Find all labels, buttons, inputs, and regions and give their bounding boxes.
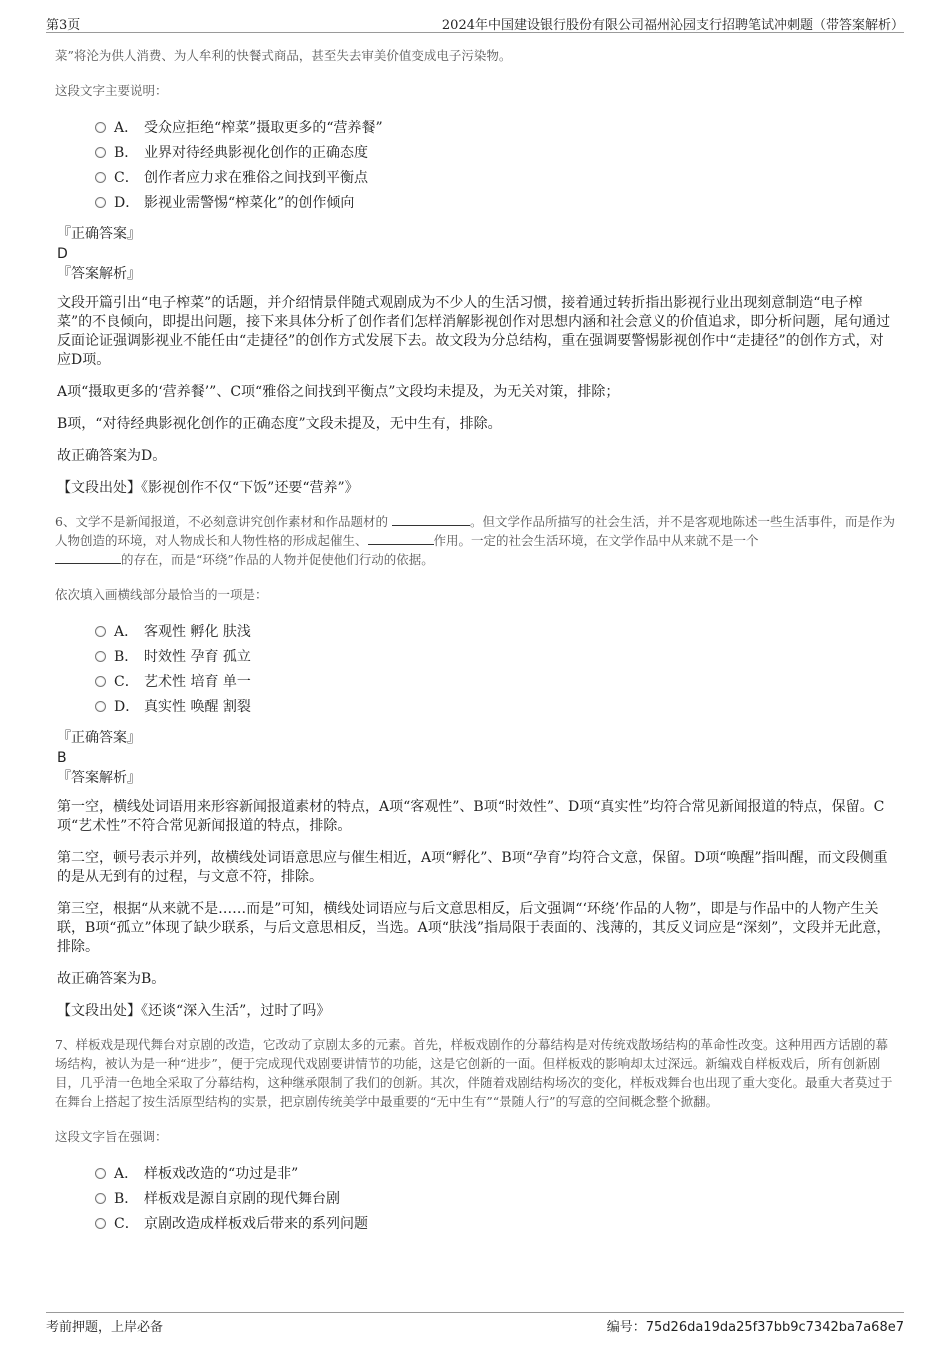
q5-analysis-para: 故正确答案为D。	[57, 448, 167, 464]
radio-icon[interactable]	[95, 1193, 106, 1204]
q5-analysis-para: B项，“对待经典影视化创作的正确态度”文段未提及，无中生有，排除。	[57, 416, 502, 432]
q7-prompt: 这段文字旨在强调：	[55, 1129, 168, 1144]
question-5	[55, 46, 895, 498]
radio-icon[interactable]	[95, 676, 106, 687]
q6-option-c[interactable]: C． 艺术性 培育 单一	[95, 670, 895, 695]
q6-blank-1	[392, 513, 470, 526]
radio-icon[interactable]	[95, 147, 106, 158]
document-title: 2024年中国建设银行股份有限公司福州沁园支行招聘笔试冲刺题（带答案解析）	[441, 18, 904, 33]
q5-stem-tail: 菜”将沦为供人消费、为人牟利的快餐式商品，甚至失去审美价值变成电子污染物。	[55, 48, 512, 63]
q6-option-a[interactable]: A． 客观性 孵化 肤浅	[95, 620, 895, 645]
q6-answer: B	[57, 750, 67, 766]
q5-option-b[interactable]: B． 业界对待经典影视化创作的正确态度	[95, 141, 895, 166]
q6-analysis-para: 故正确答案为B。	[57, 971, 166, 987]
radio-icon[interactable]	[95, 626, 106, 637]
radio-icon[interactable]	[95, 1168, 106, 1179]
q6-stem: 6、文学不是新闻报道，不必刻意讲究创作素材和作品题材的 。但文学作品所描写的社会生活，并不是客观地陈述一些生活事件，而是作为人物创造的环境，对人物成长和人物性格的形成起催生、 作用。一定的社会生活环境，在文学作品中从来就不是一个 的存在，而是“环绕”作品的人物并促使他们行动的依据。	[55, 514, 895, 567]
q5-option-c[interactable]: C． 创作者应力求在雅俗之间找到平衡点	[95, 166, 895, 191]
q6-analysis-para: 第一空，横线处词语用来形容新闻报道素材的特点，A项“客观性”、B项“时效性”、D项“真实性”均符合常见新闻报道的特点，保留。C项“艺术性”不符合常见新闻报道的特点，排除。	[57, 799, 885, 834]
q5-analysis	[57, 294, 895, 498]
q7-stem: 7、样板戏是现代舞台对京剧的改造，它改动了京剧太多的元素。首先，样板戏剧作的分幕结构是对传统戏散场结构的革命性改变。这种用西方话剧的幕场结构，被认为是一种“进步”，便于完成现代戏剧要讲情节的功能，这是它创新的一面。但样板戏的影响却太过深远。新编戏自样板戏后，所有创新剧目，几乎清一色地全采取了分幕结构，这种继承限制了我们的创新。其次，伴随着戏剧结构场次的变化，样板戏舞台也出现了重大变化。最重大者莫过于在舞台上搭起了按生活原型结构的实景，把京剧传统美学中最重要的“无中生有”“景随人行”的写意的空间概念整个掀翻。	[55, 1037, 893, 1109]
q6-option-d[interactable]: D． 真实性 唤醒 割裂	[95, 695, 895, 720]
q7-option-c[interactable]: C． 京剧改造成样板戏后带来的系列问题	[95, 1212, 895, 1237]
q6-analysis-para: 第三空，根据“从来就不是……而是”可知，横线处词语应与后文意思相反，后文强调“‘环绕’作品的人物”，即是与作品中的人物产生关联，B项“孤立”体现了缺少联系，与后文意思相反，当选。A项“肤浅”指局限于表面的、浅薄的，其反义词应是“深刻”，文段并无此意，排除。	[57, 901, 891, 955]
radio-icon[interactable]	[95, 1218, 106, 1229]
page-number: 第3页	[46, 18, 81, 33]
q6-option-b[interactable]: B． 时效性 孕育 孤立	[95, 645, 895, 670]
q5-analysis-para: 文段开篇引出“电子榨菜”的话题，并介绍情景伴随式观剧成为不少人的生活习惯，接着通过转折指出影视行业出现刻意制造“电子榨菜”的不良倾向，即提出问题，接下来具体分析了创作者们怎样消解影视创作对思想内涵和社会意义的价值追求，即分析问题，尾句通过反面论证强调影视业不能任由“走捷径”的创作方式发展下去。故文段为分总结构，重在强调要警惕影视创作中“走捷径”的创作方式，对应D项。	[57, 295, 891, 368]
q5-options	[95, 116, 895, 216]
radio-icon[interactable]	[95, 701, 106, 712]
q5-source: 【文段出处】《影视创作不仅“下饭”还要“营养”》	[57, 480, 359, 496]
q7-option-b[interactable]: B． 样板戏是源自京剧的现代舞台剧	[95, 1187, 895, 1212]
q5-option-a[interactable]: A． 受众应拒绝“榨菜”摄取更多的“营养餐”	[95, 116, 895, 141]
q5-answer: D	[57, 246, 68, 262]
q7-option-a[interactable]: A． 样板戏改造的“功过是非”	[95, 1162, 895, 1187]
q5-analysis-label: 『答案解析』	[57, 266, 141, 282]
q6-answer-label: 『正确答案』	[57, 730, 141, 746]
q6-options	[95, 620, 895, 720]
q5-analysis-para: A项“摄取更多的‘营养餐’”、C项“雅俗之间找到平衡点”文段均未提及，为无关对策，排除；	[57, 384, 620, 400]
question-6	[55, 512, 895, 1021]
q7-options	[95, 1162, 895, 1237]
radio-icon[interactable]	[95, 122, 106, 133]
q5-answer-label: 『正确答案』	[57, 226, 141, 242]
radio-icon[interactable]	[95, 172, 106, 183]
q5-prompt: 这段文字主要说明：	[55, 83, 168, 98]
q6-blank-3	[55, 551, 121, 564]
q5-option-d[interactable]: D． 影视业需警惕“榨菜化”的创作倾向	[95, 191, 895, 216]
q6-prompt: 依次填入画横线部分最恰当的一项是：	[55, 587, 268, 602]
document-code: 编号：75d26da19da25f37bb9c7342ba7a68e7	[606, 1320, 904, 1335]
footer-slogan: 考前押题，上岸必备	[46, 1320, 164, 1335]
q6-source: 【文段出处】《还谈“深入生活”，过时了吗》	[57, 1003, 331, 1019]
radio-icon[interactable]	[95, 197, 106, 208]
page-header	[46, 12, 904, 33]
radio-icon[interactable]	[95, 651, 106, 662]
document-body	[55, 46, 895, 1251]
page-footer	[46, 1312, 904, 1335]
q6-analysis-label: 『答案解析』	[57, 770, 141, 786]
q6-analysis-para: 第二空，顿号表示并列，故横线处词语意思应与催生相近，A项“孵化”、B项“孕育”均符合文意，保留。D项“唤醒”指叫醒，而文段侧重的是从无到有的过程，与文意不符，排除。	[57, 850, 888, 885]
question-7	[55, 1035, 895, 1237]
q6-blank-2	[368, 532, 434, 545]
q6-analysis	[57, 798, 895, 1021]
